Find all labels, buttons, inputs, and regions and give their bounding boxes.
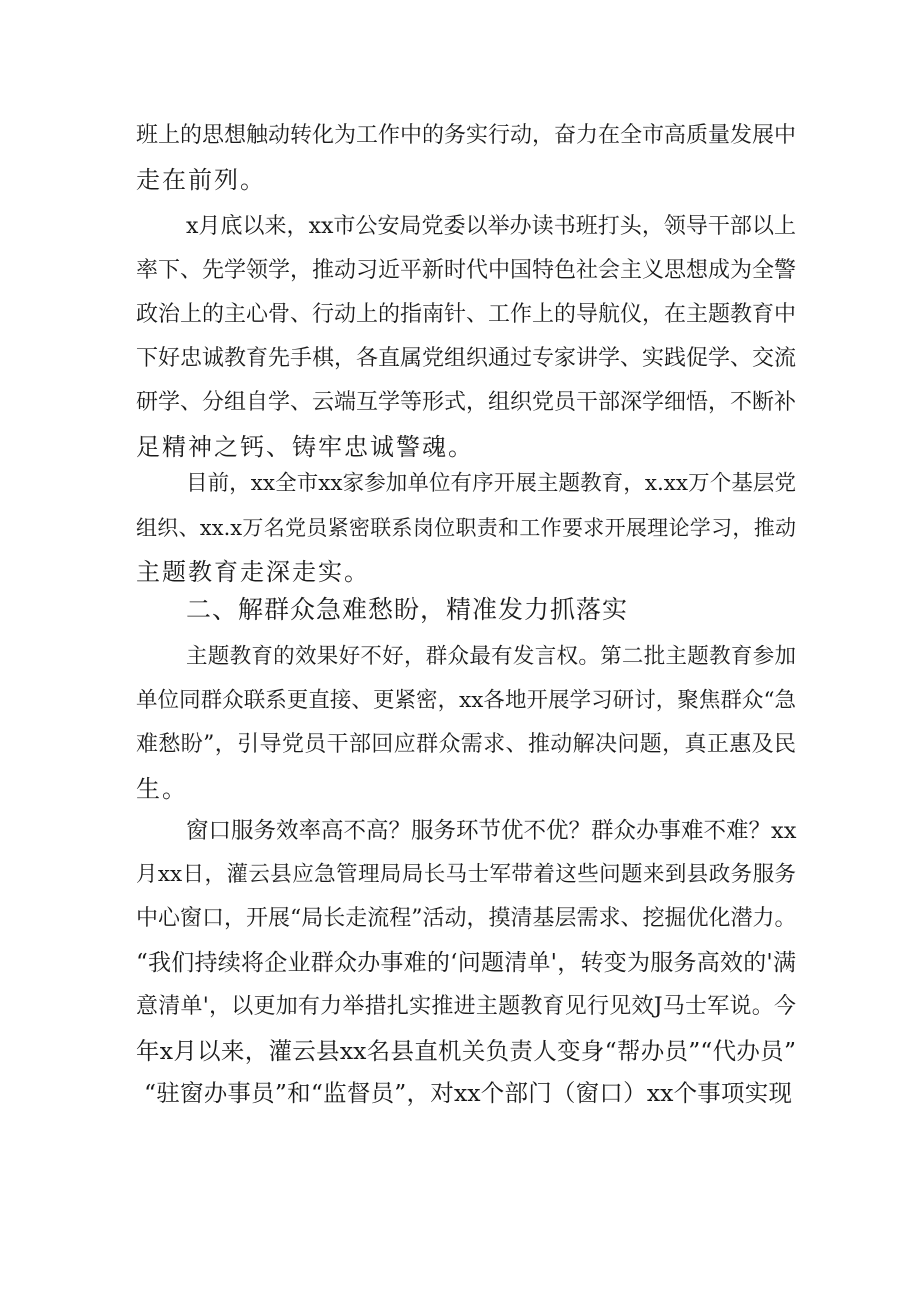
text-line: x月底以来，xx市公安局党委以举办读书班打头，领导干部以上: [186, 214, 796, 239]
text-line: 单位同群众联系更直接、更紧密，xx各地开展学习研讨，聚焦群众“急: [136, 688, 796, 713]
text-line: 难愁盼”，引导党员干部回应群众需求、推动解决问题，真正惠及民: [136, 732, 796, 757]
section-heading: 二、解群众急难愁盼，精准发力抓落实: [186, 595, 629, 624]
text-line: 研学、分组自学、云端互学等形式，组织党员干部深学细悟，不断补: [136, 390, 797, 415]
text-line: 中心窗口，开展“局长走流程”活动，摸清基层需求、挖掘优化潜力。: [136, 906, 797, 931]
text-line: “我们持续将企业群众办事难的‘问题清单'，转变为服务高效的'满: [136, 950, 796, 976]
text-line: 月xx日，灌云县应急管理局局长马士军带着这些问题来到县政务服务: [136, 862, 796, 887]
text-line: 生。: [136, 775, 188, 803]
text-line: 主题教育走深走实。: [136, 558, 370, 586]
text-line: 年x月以来，灌云县xx名县直机关负责人变身“帮办员”“代办员”: [136, 1037, 796, 1065]
text-line: 窗口服务效率高不高？服务环节优不优？群众办事难不难？xx: [186, 818, 797, 844]
text-line: 走在前列。: [136, 166, 266, 194]
text-line: 足精神之钙、铸牢忠诚警魂。: [136, 433, 474, 461]
text-line: 班上的思想触动转化为工作中的务实行动，奋力在全市高质量发展中: [136, 123, 797, 148]
text-line: 目前，xx全市xx家参加单位有序开展主题教育，x.xx万个基层党: [186, 471, 796, 496]
text-line: “驻窗办事员”和“监督员”，对xx个部门（窗口）xx个事项实现: [144, 1079, 792, 1107]
text-line: 主题教育的效果好不好，群众最有发言权。第二批主题教育参加: [186, 644, 796, 669]
text-line: 组织、xx.x万名党员紧密联系岗位职责和工作要求开展理论学习，推动: [136, 516, 796, 540]
text-line: 下好忠诚教育先手棋，各直属党组织通过专家讲学、实践促学、交流: [136, 346, 797, 371]
text-line: 意清单'，以更加有力举措扎实推进主题教育见行见效J马士军说。今: [136, 994, 796, 1019]
text-line: 政治上的主心骨、行动上的指南针、工作上的导航仪，在主题教育中: [136, 302, 797, 327]
text-line: 率下、先学领学，推动习近平新时代中国特色社会主义思想成为全警: [136, 258, 797, 283]
